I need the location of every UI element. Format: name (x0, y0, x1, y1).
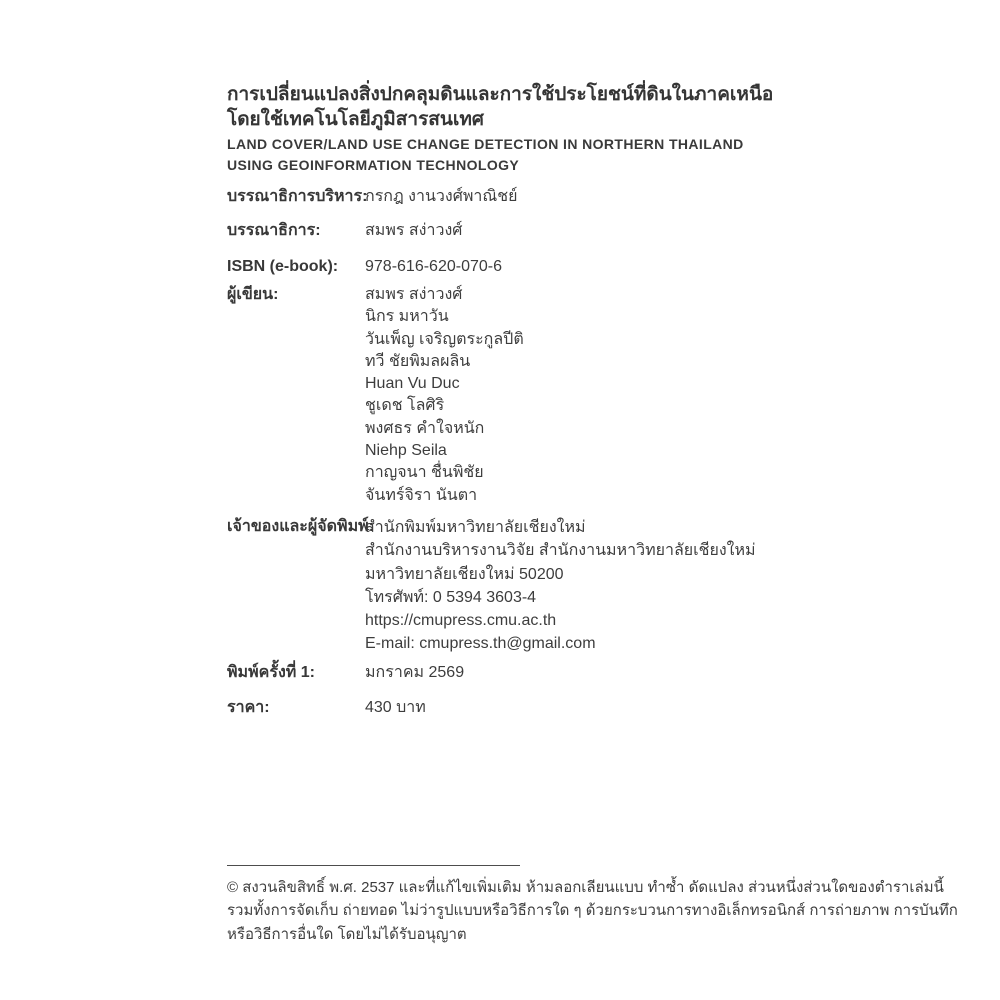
book-title-thai-line1: การเปลี่ยนแปลงสิ่งปกคลุมดินและการใช้ประโยชน์ที่ดินในภาคเหนือ (227, 84, 774, 105)
book-title-thai-line2: โดยใช้เทคโนโลยีภูมิสารสนเทศ (227, 109, 484, 130)
price-row (227, 697, 937, 718)
book-title-thai (227, 82, 937, 132)
isbn-value: 978-616-620-070-6 (365, 258, 502, 275)
executive-editor-label: บรรณาธิการบริหาร: (227, 188, 368, 205)
editor-label: บรรณาธิการ: (227, 222, 321, 239)
publisher-label: เจ้าของและผู้จัดพิมพ์: (227, 517, 375, 535)
edition-row (227, 662, 937, 683)
author-name: ชูเดช โลศิริ (365, 397, 445, 415)
price-value: 430 บาท (365, 698, 426, 716)
copyright-divider-rule (227, 865, 520, 866)
copyright-line2: รวมทั้งการจัดเก็บ ถ่ายทอด ไม่ว่ารูปแบบหรือวิธีการใด ๆ ด้วยกระบวนการทางอิเล็กทรอนิกส์ การถ่ายภาพ การบันทึก (227, 902, 958, 920)
price-label: ราคา: (227, 698, 270, 716)
publisher-phone: โทรศัพท์: 0 5394 3603-4 (365, 588, 537, 606)
publisher-url[interactable]: https://cmupress.cmu.ac.th (365, 612, 557, 630)
author-name: นิกร มหาวัน (365, 308, 449, 326)
editor-value: สมพร สง่าวงศ์ (365, 222, 463, 239)
executive-editor-row (227, 186, 937, 207)
authors-row (227, 284, 937, 507)
publisher-name: สำนักพิมพ์มหาวิทยาลัยเชียงใหม่ (365, 518, 586, 536)
publisher-office: สำนักงานบริหารงานวิจัย สำนักงานมหาวิทยาลัยเชียงใหม่ (365, 542, 756, 560)
author-name: Huan Vu Duc (365, 375, 460, 393)
imprint-content (227, 82, 958, 946)
authors-label: ผู้เขียน: (227, 286, 279, 303)
executive-editor-value: กรกฎ งานวงศ์พาณิชย์ (365, 188, 518, 205)
book-title-english-line1: LAND COVER/LAND USE CHANGE DETECTION IN NORTHERN THAILAND (227, 136, 744, 152)
book-title-english (227, 134, 937, 176)
author-name: กาญจนา ชื่นพิชัย (365, 464, 484, 482)
isbn-row (227, 256, 937, 277)
editor-row (227, 220, 937, 241)
publisher-row (227, 516, 937, 656)
authors-list (365, 284, 524, 507)
copyright-notice (227, 876, 958, 947)
author-name: พงศธร คำใจหนัก (365, 419, 485, 437)
edition-value: มกราคม 2569 (365, 663, 465, 681)
book-title-english-line2: USING GEOINFORMATION TECHNOLOGY (227, 157, 520, 173)
copyright-line3: หรือวิธีการอื่นใด โดยไม่ได้รับอนุญาต (227, 925, 467, 943)
publisher-details (365, 516, 756, 656)
author-name: ทวี ชัยพิมลผลิน (365, 352, 471, 370)
author-name: สมพร สง่าวงศ์ (365, 286, 463, 303)
publisher-address: มหาวิทยาลัยเชียงใหม่ 50200 (365, 565, 564, 583)
author-name: วันเพ็ญ เจริญตระกูลปีติ (365, 330, 524, 348)
publisher-email[interactable]: E-mail: cmupress.th@gmail.com (365, 635, 596, 653)
isbn-label: ISBN (e-book): (227, 258, 339, 275)
edition-label: พิมพ์ครั้งที่ 1: (227, 663, 315, 681)
copyright-line1: © สงวนลิขสิทธิ์ พ.ศ. 2537 และที่แก้ไขเพิ่มเติม ห้ามลอกเลียนแบบ ทำซ้ำ ดัดแปลง ส่วนหนึ่งส่วนใดของตำราเล่มนี้ (227, 878, 944, 896)
author-name: Niehp Seila (365, 442, 447, 460)
author-name: จันทร์จิรา นันตา (365, 486, 478, 504)
